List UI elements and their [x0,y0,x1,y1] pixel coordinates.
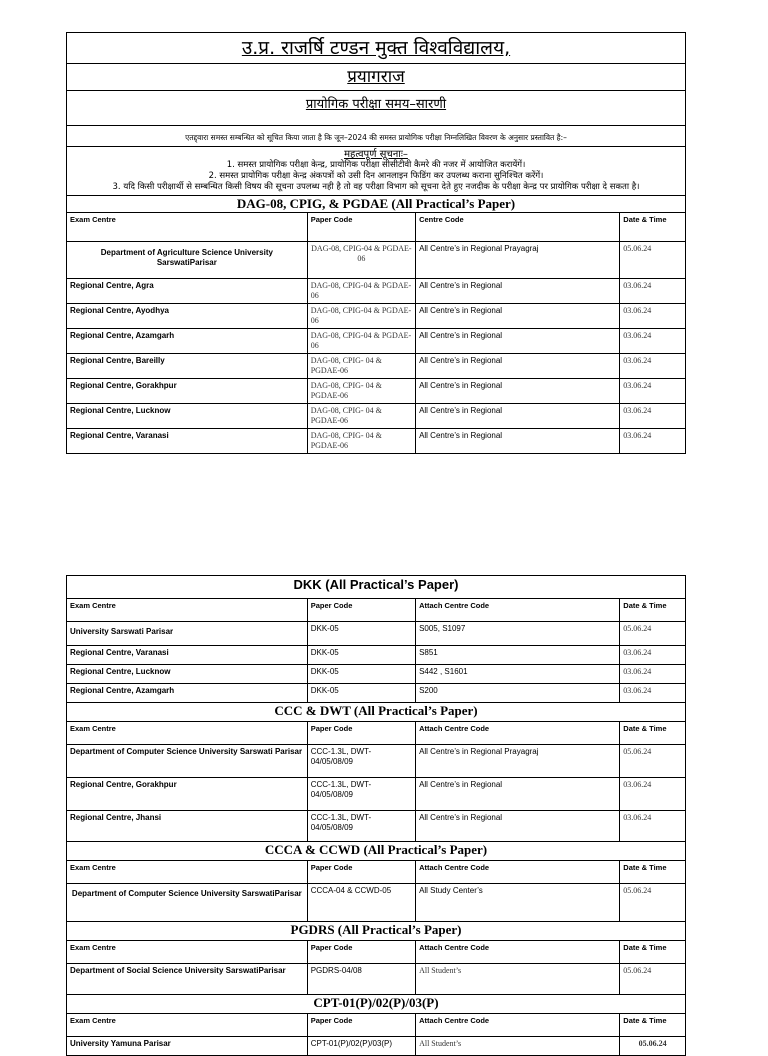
table-row [67,279,686,304]
cpt-section [67,995,686,1056]
dkk-section [67,576,686,703]
centre-code-cell: All Centre’s in Regional [416,404,620,429]
date-cell: 03.06.24 [620,379,686,404]
centre-code-cell: All Centre’s in Regional Prayagraj [416,242,620,279]
ccca-section [67,842,686,922]
date-cell: 03.06.24 [620,329,686,354]
notice-block [67,147,686,196]
exam-centre-cell: Regional Centre, Bareilly [67,354,308,379]
section-title-row [67,995,686,1014]
exam-centre-cell: Regional Centre, Ayodhya [67,304,308,329]
column-header-row [67,1014,686,1037]
section-title: DAG-08, CPIG, & PGDAE (All Practical’s Paper) [67,196,686,213]
paper-code-cell: DAG-08, CPIG- 04 & PGDAE-06 [307,379,415,404]
paper-code-cell: DAG-08, CPIG-04 & PGDAE-06 [307,279,415,304]
section-title-row [67,576,686,599]
intro-text: एतद्द्वारा समस्त सम्बन्धित को सूचित किया जाता है कि जून–2024 की समस्त प्रायोगिक परीक्षा निम्नलिखित विवरण के अनुसार प्रस्तावित है:– [67,126,686,147]
attach-centre-code-cell: All Centre’s in Regional [416,778,620,811]
attach-centre-code-cell: S442 , S1601 [416,665,620,684]
attach-centre-code-cell: All Study Center’s [416,884,620,922]
centre-code-cell: All Centre’s in Regional [416,354,620,379]
paper-code-cell: DAG-08, CPIG- 04 & PGDAE-06 [307,429,415,454]
notice-item: 1. समस्त प्रायोगिक परीक्षा केन्द्र, प्रायोगिक परीक्षा सीसीटीवी कैमरे की नजर में आयोजित करायेंगें। [226,160,526,170]
table-row [67,429,686,454]
paper-code-cell: DKK-05 [307,665,415,684]
col-header: Exam Centre [67,1014,308,1037]
exam-centre-cell: Regional Centre, Gorakhpur [67,379,308,404]
practical-schedule-table [66,575,686,1056]
exam-centre-cell: Department of Computer Science University Sarswati Parisar [67,745,308,778]
date-cell: 03.06.24 [620,404,686,429]
col-header: Attach Centre Code [416,861,620,884]
col-header: Date & Time [620,599,686,622]
table-row [67,745,686,778]
intro-row [67,126,686,147]
section-title-row [67,703,686,722]
section-title-row [67,196,686,213]
date-cell: 03.06.24 [620,778,686,811]
paper-code-cell: PGDRS-04/08 [307,964,415,995]
centre-code-cell: All Centre’s in Regional [416,379,620,404]
paper-code-cell: CCC-1.3L, DWT-04/05/08/09 [307,778,415,811]
date-cell: 05.06.24 [620,1037,686,1056]
col-header: Date & Time [620,722,686,745]
date-cell: 03.06.24 [620,684,686,703]
col-header: Paper Code [307,941,415,964]
attach-centre-code-cell: All Centre’s in Regional [416,811,620,842]
table-row [67,778,686,811]
col-header: Date & Time [620,1014,686,1037]
section-title: PGDRS (All Practical’s Paper) [67,922,686,941]
notice-heading: महत्वपूर्ण सूचनाः– [344,149,408,160]
paper-code-cell: DAG-08, CPIG- 04 & PGDAE-06 [307,404,415,429]
pgdrs-section [67,922,686,995]
col-header: Exam Centre [67,599,308,622]
paper-code-cell: DAG-08, CPIG-04 & PGDAE-06 [307,304,415,329]
paper-code-cell: DKK-05 [307,646,415,665]
col-header: Attach Centre Code [416,941,620,964]
attach-centre-code-cell: S005, S1097 [416,622,620,646]
date-cell: 03.06.24 [620,429,686,454]
section-title: CPT-01(P)/02(P)/03(P) [67,995,686,1014]
col-header: Paper Code [307,213,415,242]
date-cell: 05.06.24 [620,242,686,279]
table-row [67,665,686,684]
paper-code-cell: DKK-05 [307,684,415,703]
table-row [67,354,686,379]
date-cell: 03.06.24 [620,354,686,379]
col-header: Exam Centre [67,861,308,884]
column-header-row [67,722,686,745]
exam-centre-cell: Department of Computer Science University SarswatiParisar [67,884,308,922]
table1-body [67,242,686,454]
attach-centre-code-cell: S851 [416,646,620,665]
exam-centre-cell: Regional Centre, Jhansi [67,811,308,842]
exam-centre-cell: Department of Agriculture Science University SarswatiParisar [67,242,308,279]
exam-centre-cell: Regional Centre, Agra [67,279,308,304]
centre-code-cell: All Centre’s in Regional [416,329,620,354]
notice-item: 2. समस्त प्रायोगिक परीक्षा केन्द्र अंकपत्रों को उसी दिन आनलाइन फिडिंग कर उपलब्ध कराना सुनिश्चित करेंगें। [208,171,544,181]
exam-centre-cell: University Sarswati Parisar [67,622,308,646]
col-header: Exam Centre [67,722,308,745]
paper-code-cell: CPT-01(P)/02(P)/03(P) [307,1037,415,1056]
section-title-row [67,842,686,861]
notice-item: 3. यदि किसी परीक्षार्थी से सम्बन्धित किसी विषय की सूचना उपलब्ध नही है तो वह परीक्षा विभाग को सूचना देते हुए नजदीक के परीक्षा केन्द्र पर प्रायोगिक परीक्षा दे सकता है। [112,182,640,192]
university-title-row [67,33,686,64]
column-header-row [67,861,686,884]
table-row [67,964,686,995]
subtitle-row [67,91,686,126]
paper-code-cell: DAG-08, CPIG-04 & PGDAE-06 [307,242,415,279]
date-cell: 05.06.24 [620,745,686,778]
section-title-row [67,922,686,941]
table-row [67,884,686,922]
table-row [67,622,686,646]
table-row [67,684,686,703]
exam-centre-cell: Regional Centre, Azamgarh [67,329,308,354]
exam-centre-cell: Regional Centre, Varanasi [67,646,308,665]
date-cell: 03.06.24 [620,646,686,665]
exam-centre-cell: Regional Centre, Gorakhpur [67,778,308,811]
col-header: Exam Centre [67,941,308,964]
table-row [67,1037,686,1056]
exam-centre-cell: Regional Centre, Azamgarh [67,684,308,703]
centre-code-cell: All Centre’s in Regional [416,279,620,304]
paper-code-cell: CCCA-04 & CCWD-05 [307,884,415,922]
column-header-row [67,213,686,242]
date-cell: 03.06.24 [620,811,686,842]
table-row [67,404,686,429]
col-header: Centre Code [416,213,620,242]
attach-centre-code-cell: S200 [416,684,620,703]
col-header: Date & Time [620,213,686,242]
table-row [67,242,686,279]
paper-code-cell: DAG-08, CPIG- 04 & PGDAE-06 [307,354,415,379]
col-header: Exam Centre [67,213,308,242]
col-header: Attach Centre Code [416,1014,620,1037]
centre-code-cell: All Centre’s in Regional [416,429,620,454]
table-row [67,379,686,404]
university-title: उ.प्र. राजर्षि टण्डन मुक्त विश्वविद्यालय, [67,33,686,64]
attach-centre-code-cell: All Centre’s in Regional Prayagraj [416,745,620,778]
section-title: DKK (All Practical’s Paper) [67,576,686,599]
ccc-section [67,703,686,842]
paper-code-cell: CCC-1.3L, DWT-04/05/08/09 [307,745,415,778]
col-header: Date & Time [620,941,686,964]
city-row [67,64,686,91]
date-cell: 03.06.24 [620,279,686,304]
col-header: Paper Code [307,722,415,745]
date-cell: 03.06.24 [620,665,686,684]
attach-centre-code-cell: All Student’s [416,964,620,995]
paper-code-cell: DKK-05 [307,622,415,646]
table-row [67,811,686,842]
notice-row [67,147,686,196]
table-row [67,304,686,329]
paper-code-cell: CCC-1.3L, DWT-04/05/08/09 [307,811,415,842]
section-title: CCC & DWT (All Practical’s Paper) [67,703,686,722]
col-header: Paper Code [307,599,415,622]
date-cell: 05.06.24 [620,884,686,922]
table-row [67,329,686,354]
table-row [67,646,686,665]
col-header: Paper Code [307,1014,415,1037]
exam-centre-cell: University Yamuna Parisar [67,1037,308,1056]
exam-centre-cell: Regional Centre, Lucknow [67,404,308,429]
exam-centre-cell: Regional Centre, Lucknow [67,665,308,684]
exam-centre-cell: Department of Social Science University SarswatiParisar [67,964,308,995]
exam-centre-cell: Regional Centre, Varanasi [67,429,308,454]
city-title: प्रयागराज [67,64,686,91]
col-header: Attach Centre Code [416,599,620,622]
paper-code-cell: DAG-08, CPIG-04 & PGDAE-06 [307,329,415,354]
col-header: Date & Time [620,861,686,884]
header-table [66,32,686,454]
column-header-row [67,599,686,622]
col-header: Attach Centre Code [416,722,620,745]
schedule-subtitle: प्रायोगिक परीक्षा समय–सारणी [67,91,686,126]
date-cell: 05.06.24 [620,622,686,646]
date-cell: 03.06.24 [620,304,686,329]
date-cell: 05.06.24 [620,964,686,995]
column-header-row [67,941,686,964]
col-header: Paper Code [307,861,415,884]
attach-centre-code-cell: All Student’s [416,1037,620,1056]
centre-code-cell: All Centre’s in Regional [416,304,620,329]
section-title: CCCA & CCWD (All Practical’s Paper) [67,842,686,861]
